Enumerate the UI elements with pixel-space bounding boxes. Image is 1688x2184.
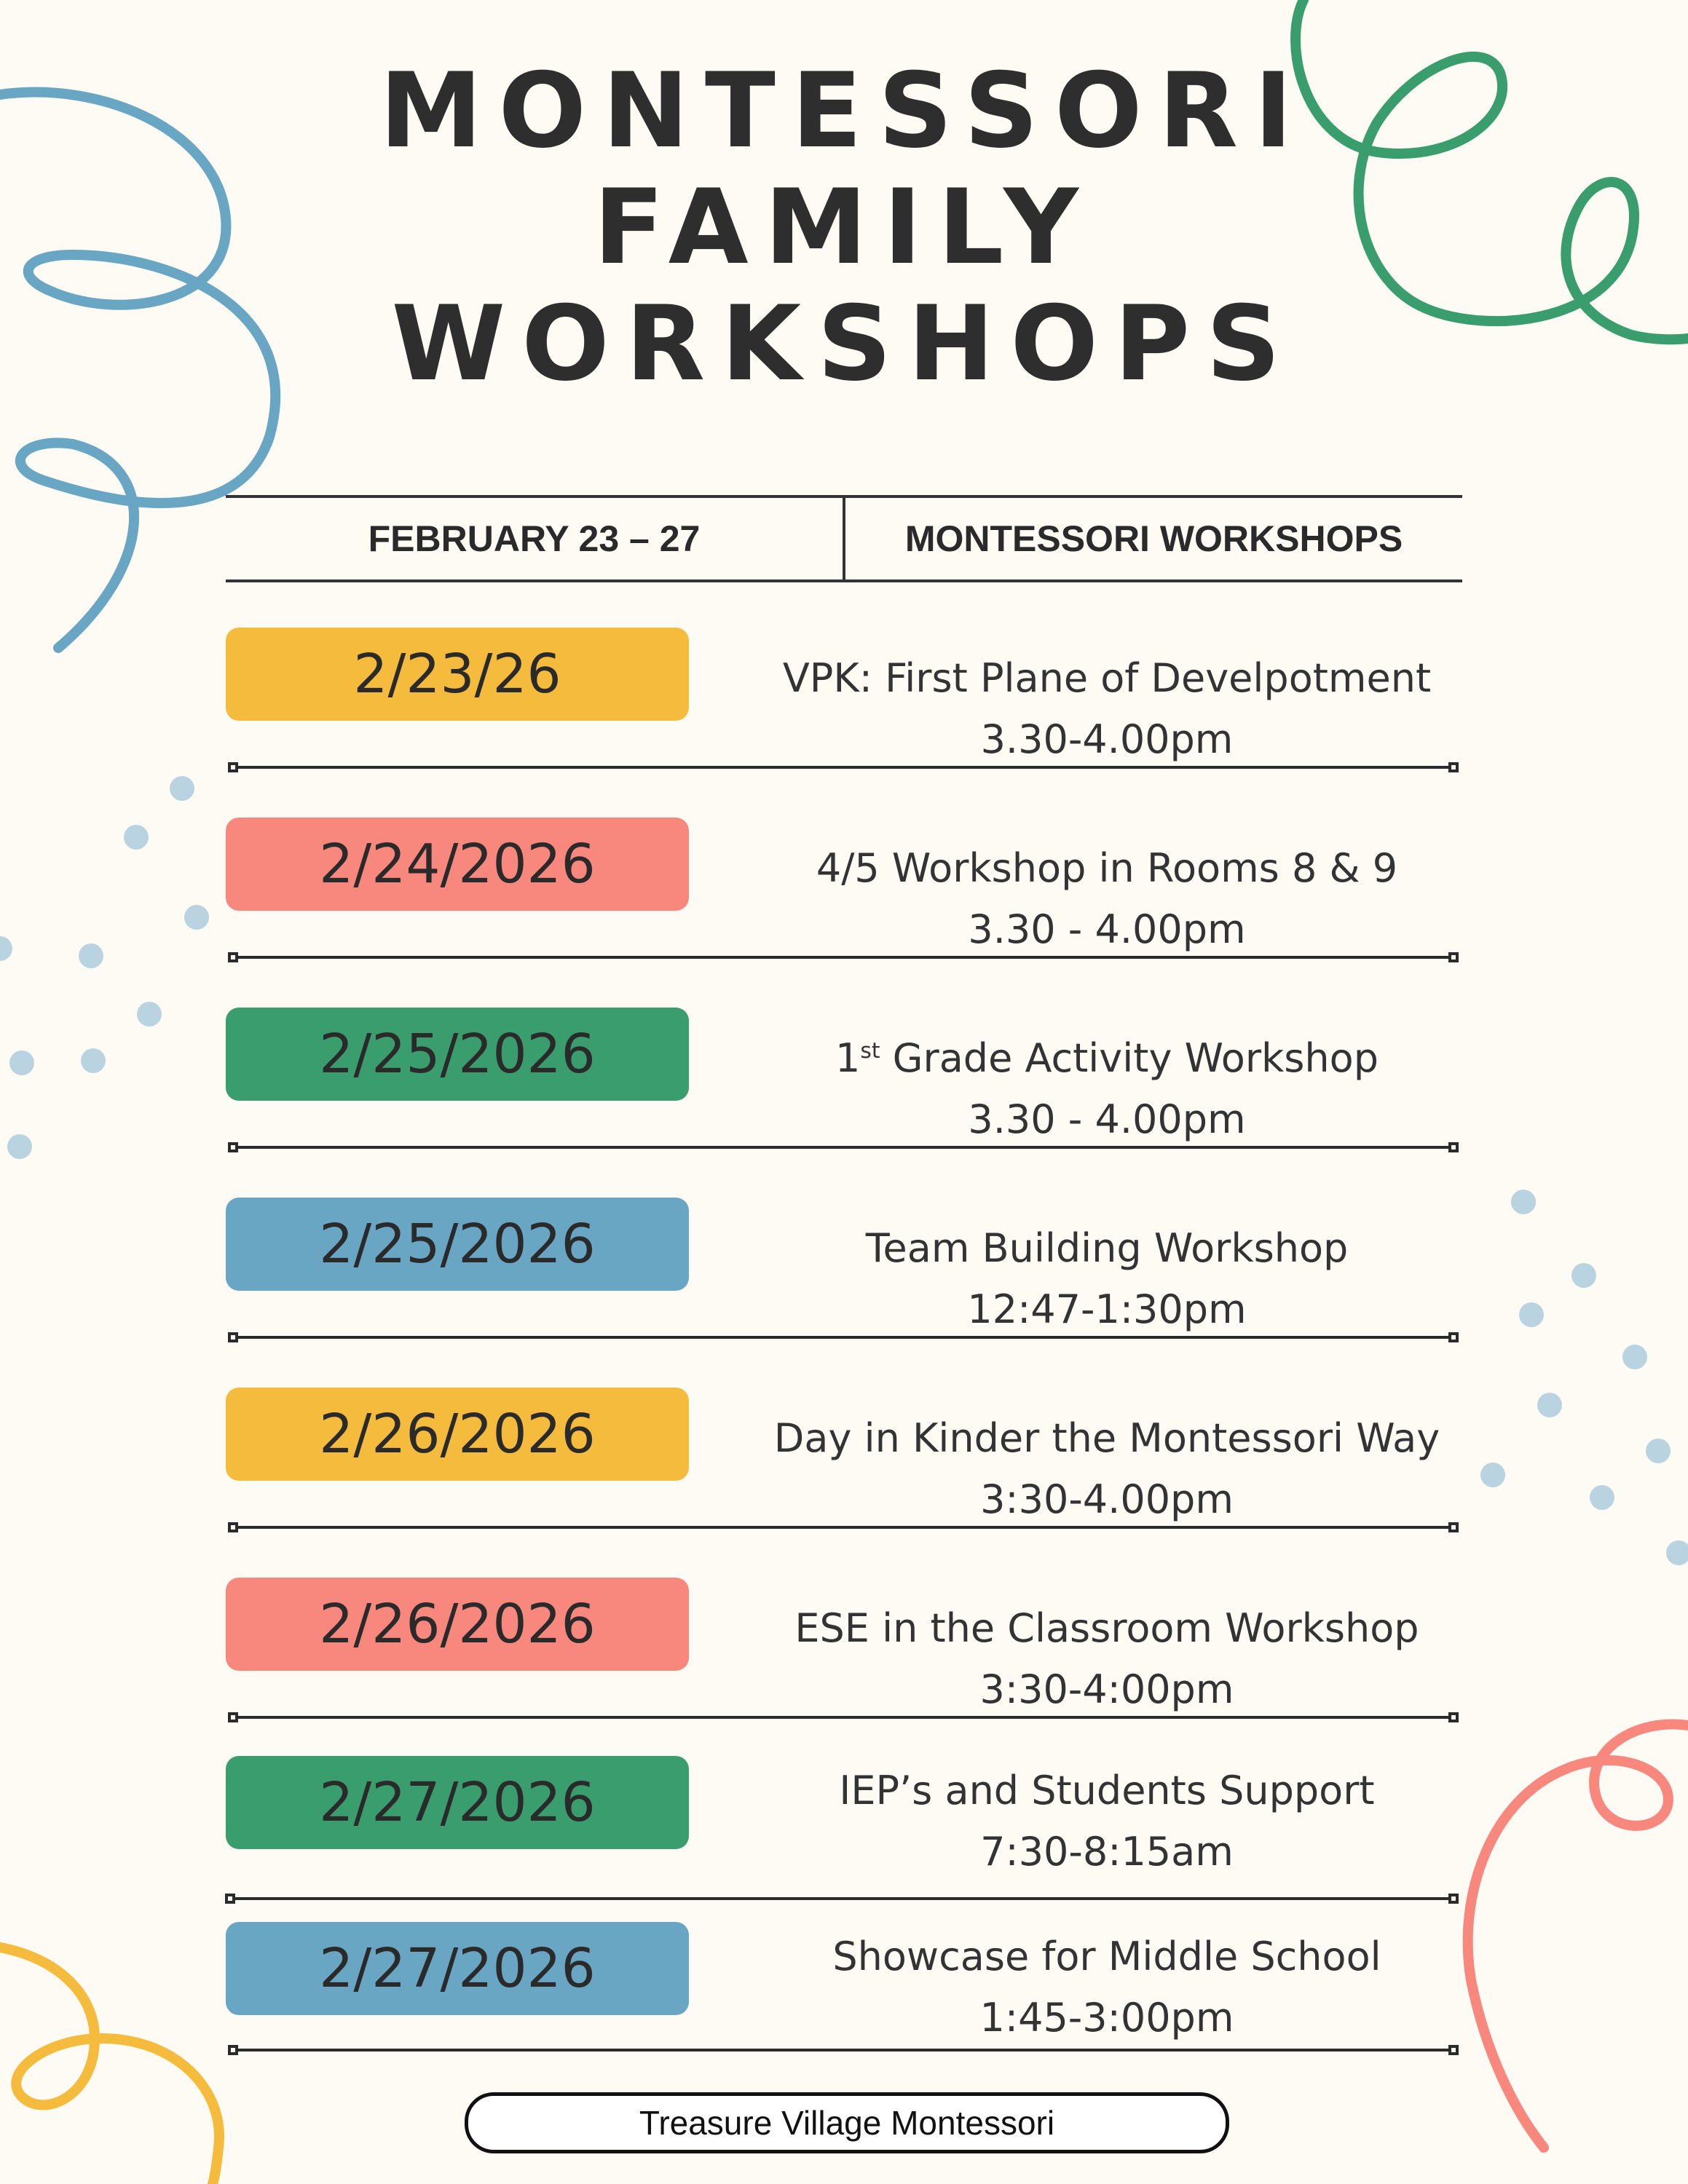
school-name-banner: Treasure Village Montessori [465,2092,1229,2153]
row-divider [233,1526,1454,1529]
event-date: 2/26/2026 [319,1593,596,1655]
event-title: ESE in the Classroom Workshop [794,1605,1419,1651]
divider-endcap [1448,1332,1459,1342]
event-date: 2/24/2026 [319,833,596,895]
green-squiggle-decoration [1295,0,1688,339]
event-title [757,1035,1456,1081]
row-divider [233,2049,1454,2052]
event-title: Showcase for Middle School [832,1934,1381,1979]
header-bar [226,495,1462,582]
title-line-1: MONTESSORI [379,51,1309,171]
divider-endcap [228,2045,238,2055]
date-pill [226,1756,689,1849]
event-title: Team Building Workshop [865,1225,1349,1271]
event-time: 3.30-4.00pm [980,716,1234,762]
event-title: 4/5 Workshop in Rooms 8 & 9 [816,845,1398,891]
date-pill [226,818,689,911]
row-divider [233,956,1454,959]
row-divider [233,1897,1454,1900]
event-date: 2/27/2026 [319,1771,596,1834]
dot-pattern-right [1480,1190,1688,1565]
divider-endcap [225,1894,235,1904]
divider-endcap [228,1712,238,1722]
row-divider [233,1146,1454,1149]
date-pill [226,1922,689,2015]
event-title-ordinal: 1 [835,1035,861,1081]
event-time: 1:45-3:00pm [979,1995,1234,2041]
event-date: 2/26/2026 [319,1403,596,1465]
divider-endcap [1448,762,1459,772]
event-time: 7:30-8:15am [980,1829,1234,1875]
divider-endcap [1448,1712,1459,1722]
divider-endcap [228,762,238,772]
divider-endcap [228,952,238,962]
divider-endcap [228,1142,238,1152]
date-pill [226,1008,689,1101]
event-time: 3.30 - 4.00pm [968,906,1246,952]
event-time: 3:30-4:00pm [979,1666,1234,1712]
event-time: 3.30 - 4.00pm [968,1096,1246,1142]
yellow-squiggle-decoration [0,1947,219,2184]
date-pill [226,628,689,721]
date-pill [226,1198,689,1291]
red-squiggle-decoration [1468,1724,1688,2148]
header-subtitle: MONTESSORI WORKSHOPS [904,518,1403,559]
divider-endcap [1448,2045,1459,2055]
divider-endcap [1448,1142,1459,1152]
event-title-text: Grade Activity Workshop [880,1035,1379,1081]
event-title-ordinal-suffix: st [860,1038,880,1064]
divider-endcap [1448,1894,1459,1904]
event-title: VPK: First Plane of Develpotment [782,655,1432,701]
event-date: 2/25/2026 [319,1023,596,1085]
title-line-2: FAMILY [593,167,1095,288]
event-time: 12:47-1:30pm [967,1286,1247,1332]
divider-endcap [1448,952,1459,962]
row-divider [233,1716,1454,1719]
date-pill [226,1578,689,1671]
divider-endcap [228,1522,238,1532]
event-title: IEP’s and Students Support [839,1768,1375,1813]
row-divider [233,1336,1454,1339]
row-divider [233,766,1454,769]
event-date: 2/25/2026 [319,1213,596,1275]
divider-endcap [228,1332,238,1342]
event-date: 2/23/26 [353,643,561,705]
title-line-3: WORKSHOPS [391,284,1297,404]
header-date-range: FEBRUARY 23 – 27 [368,518,701,559]
divider-endcap [1448,1522,1459,1532]
dot-pattern-left [0,776,209,1159]
event-title: Day in Kinder the Montessori Way [773,1415,1440,1461]
event-time: 3:30-4.00pm [980,1476,1234,1522]
date-pill [226,1388,689,1481]
event-date: 2/27/2026 [319,1937,596,2000]
